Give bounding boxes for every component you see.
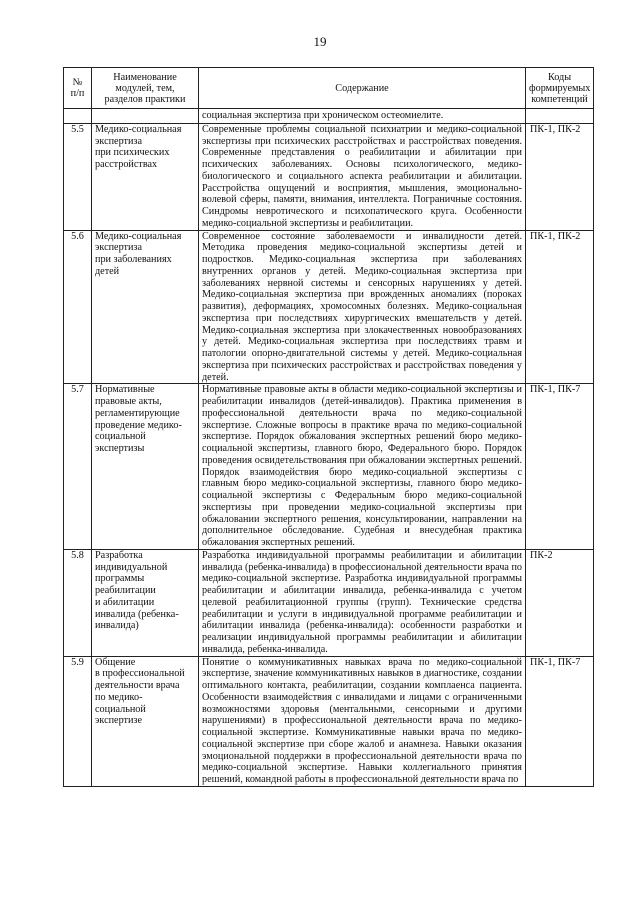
header-content: Содержание <box>199 68 526 109</box>
table-row-continuation <box>64 109 594 124</box>
cell-empty <box>64 109 92 124</box>
table-row <box>64 384 594 550</box>
row-num: 5.9 <box>64 656 92 786</box>
row-name: Нормативные правовые акты, регламентирующие проведение медико- социальной экспертизы <box>92 384 199 550</box>
row-content: Нормативные правовые акты в области медико-социальной экспертизы и реабилитации инвалидов (детей-инвалидов). Практика применения в профессиональной деятельности врача по медико-социальной экспертизе. Сложные вопросы в практике врача по медико-социальной экспертизе. Порядок обжалования экспертных решений бюро медико-социальной экспертизы, главного бюро, Федерального бюро. Порядок проведения освидетельствования при обжаловании экспертных решений. Порядок взаимодействия бюро медико-социальной экспертизы с главным бюро медико-социальной экспертизы, главного бюро медико-социальной экспертизы с Федеральным бюро медико-социальной экспертизы при проведении медико-социальной экспертизы при обжаловании экспертного решения, консультировании, направлении на дополнительное обследование. Судебная и внесудебная практика обжалования экспертных решений. <box>199 384 526 550</box>
row-content: Современное состояние заболеваемости и инвалидности детей. Методика проведения медико-социальной экспертизы детей и подростков. Медико-социальная экспертиза при заболеваниях внутренних органов у детей. Медико-социальная экспертиза при заболеваниях нервной системы и сенсорных нарушениях у детей. Медико-социальная экспертиза при врожденных аномалиях (пороках развития), деформациях, хромосомных болезнях. Медико-социальная экспертиза при последствиях хирургических вмешательств у детей. Медико-социальная экспертиза при злокачественных новообразованиях у детей. Медико-социальная экспертиза при последствиях травм и патологии опорно-двигательной системы у детей. Медико-социальная экспертиза при психических расстройствах и расстройствах поведения у детей. <box>199 230 526 384</box>
row-name: Общение в профессиональной деятельности врача по медико- социальной экспертизе <box>92 656 199 786</box>
row-codes: ПК-1, ПК-7 <box>526 384 594 550</box>
curriculum-table <box>63 67 594 787</box>
row-codes: ПК-1, ПК-2 <box>526 230 594 384</box>
row-name: Медико-социальная экспертиза при психических расстройствах <box>92 123 199 230</box>
row-content: Разработка индивидуальной программы реабилитации и абилитации инвалида (ребенка-инвалида) в профессиональной деятельности врача по медико-социальной экспертизе. Разработка индивидуальной программы реабилитации и абилитации инвалида, ребенка-инвалида с учетом целевой реабилитационной группы (групп). Технические средства реабилитации и услуги в индивидуальной программе реабилитации и абилитации инвалида (ребенка-инвалида): особенности разработки и реализации индивидуальной программы реабилитации и абилитации инвалида, ребенка-инвалида. <box>199 549 526 656</box>
table-row <box>64 656 594 786</box>
table-row <box>64 230 594 384</box>
row-codes: ПК-1, ПК-7 <box>526 656 594 786</box>
table-row <box>64 549 594 656</box>
page-number: 19 <box>313 34 327 49</box>
row-codes: ПК-1, ПК-2 <box>526 123 594 230</box>
header-name: Наименование модулей, тем, разделов практики <box>92 68 199 109</box>
row-num: 5.7 <box>64 384 92 550</box>
row-codes: ПК-2 <box>526 549 594 656</box>
header-num: № п/п <box>64 68 92 109</box>
cell-empty <box>92 109 199 124</box>
table-header-row <box>64 68 594 109</box>
row-name: Медико-социальная экспертиза при заболеваниях детей <box>92 230 199 384</box>
cell-empty <box>526 109 594 124</box>
header-codes: Коды формируемых компетенций <box>526 68 594 109</box>
row-content: Понятие о коммуникативных навыках врача по медико-социальной экспертизе, значение коммуникативных навыков в диагностике, создании оптимального контакта, реабилитации, создании комплаенса пациента. Особенности взаимодействия с инвалидами и лицами с ограниченными возможностями здоровья (ментальными, сенсорными и другими нарушениями) в профессиональной деятельности врача по медико-социальной экспертизе. Коммуникативные навыки врача по медико-социальной экспертизе при сборе жалоб и анамнеза. Навыки оказания эмоциональной поддержки в профессиональной деятельности врача по медико-социальной экспертизе. Навыки коллегиального принятия решений, командной работы в профессиональной деятельности врача по <box>199 656 526 786</box>
row-content: Современные проблемы социальной психиатрии и медико-социальной экспертизы при психических расстройствах и расстройствах поведения. Современные представления о реабилитации и абилитации при психических заболеваниях. Основы психологического, медико-биологического и социального аспекта реабилитации и абилитации. Расстройства ощущений и восприятия, мышления, эмоционально-волевой сферы, памяти, внимания, интеллекта. Пограничные состояния. Синдромы невротического и психопатического круга. Особенности медико-социальной экспертизы и реабилитации. <box>199 123 526 230</box>
row-num: 5.5 <box>64 123 92 230</box>
continuation-text: социальная экспертиза при хроническом остеомиелите. <box>199 109 526 124</box>
table-row <box>64 123 594 230</box>
row-num: 5.6 <box>64 230 92 384</box>
row-num: 5.8 <box>64 549 92 656</box>
row-name: Разработка индивидуальной программы реабилитации и абилитации инвалида (ребенка- инвалида) <box>92 549 199 656</box>
